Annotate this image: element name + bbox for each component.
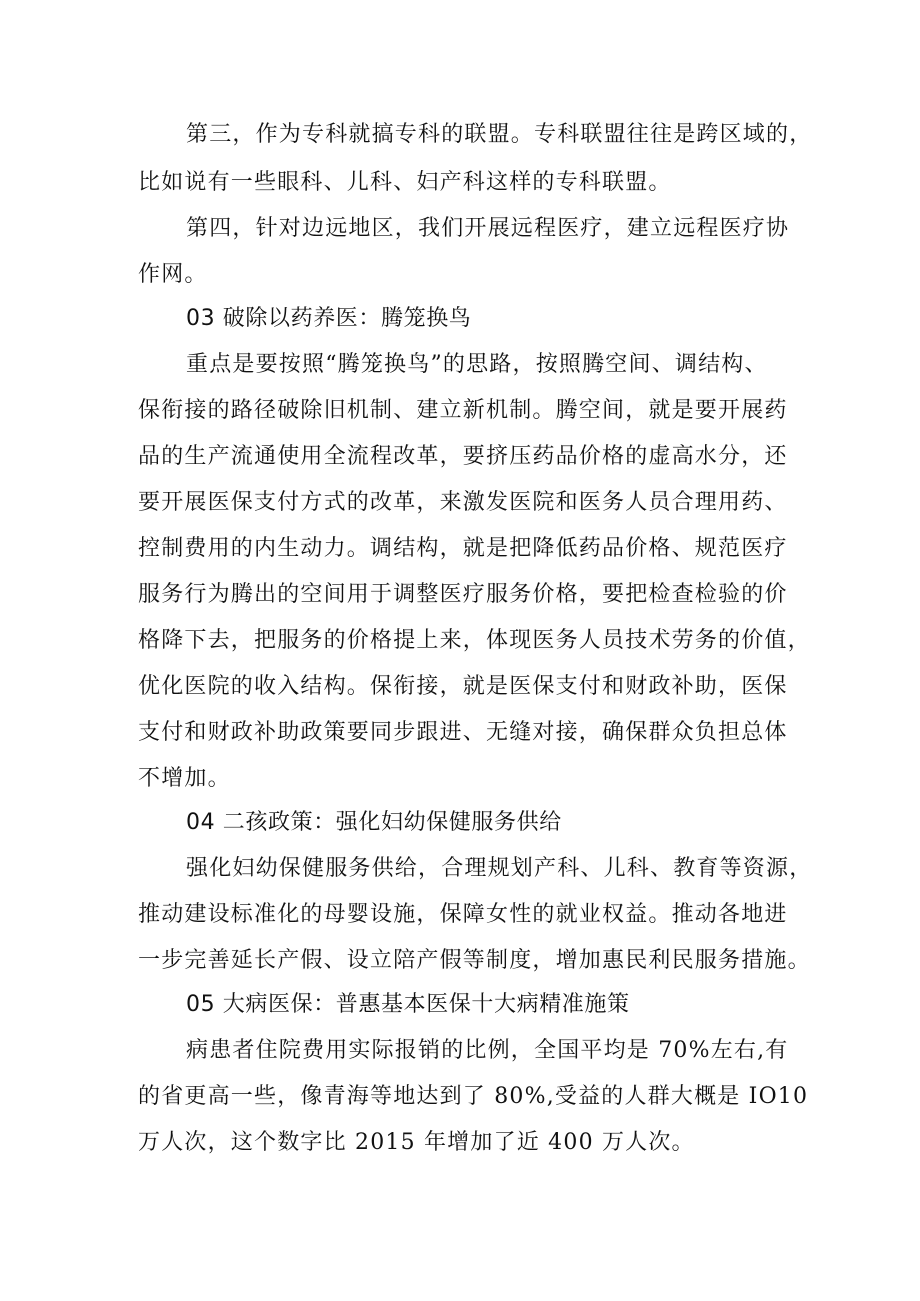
section-03-line-10: 不增加。 [138,766,231,791]
section-04-line-2: 推动建设标准化的母婴设施，保障女性的就业权益。推动各地进 [138,902,788,927]
section-03-line-3: 品的生产流通使用全流程改革，要挤压药品价格的虚高水分，还 [138,444,788,469]
section-03-line-9: 支付和财政补助政策要同步跟进、无缝对接，确保群众负担总体 [138,720,788,745]
section-04-line-3: 一步完善延长产假、设立陪产假等制度，增加惠民利民服务措施。 [138,948,811,973]
section-03-line-1: 重点是要按照“腾笼换鸟”的思路，按照腾空间、调结构、 [186,352,768,377]
para-4-line-1: 第四，针对边远地区，我们开展远程医疗，建立远程医疗协 [186,216,790,241]
section-05-line-3: 万人次，这个数字比 2015 年增加了近 400 万人次。 [138,1130,695,1155]
para-3-line-1: 第三，作为专科就搞专科的联盟。专科联盟往往是跨区域的， [186,122,813,147]
section-03-heading: 03 破除以药养医：腾笼换鸟 [186,306,472,331]
section-03-line-8: 优化医院的收入结构。保衔接，就是医保支付和财政补助，医保 [138,674,788,699]
para-3-line-2: 比如说有一些眼科、儿科、妇产科这样的专科联盟。 [138,170,672,195]
section-05-line-1: 病患者住院费用实际报销的比例，全国平均是 70%左右,有 [186,1038,789,1063]
section-03-line-4: 要开展医保支付方式的改革，来激发医院和医务人员合理用药、 [138,490,788,515]
section-03-line-7: 格降下去，把服务的价格提上来，体现医务人员技术劳务的价值， [138,628,811,653]
section-05-heading: 05 大病医保：普惠基本医保十大病精准施策 [186,992,630,1017]
para-4-line-2: 作网。 [138,262,208,287]
section-03-line-2: 保衔接的路径破除旧机制、建立新机制。腾空间，就是要开展药 [138,398,788,423]
section-05-line-2: 的省更高一些，像青海等地达到了 80%,受益的人群大概是 IO10 [138,1084,809,1109]
section-03-line-5: 控制费用的内生动力。调结构，就是把降低药品价格、规范医疗 [138,536,788,561]
section-03-line-6: 服务行为腾出的空间用于调整医疗服务价格，要把检查检验的价 [138,582,788,607]
section-04-heading: 04 二孩政策：强化妇幼保健服务供给 [186,810,562,835]
section-04-line-1: 强化妇幼保健服务供给，合理规划产科、儿科、教育等资源， [186,856,813,881]
